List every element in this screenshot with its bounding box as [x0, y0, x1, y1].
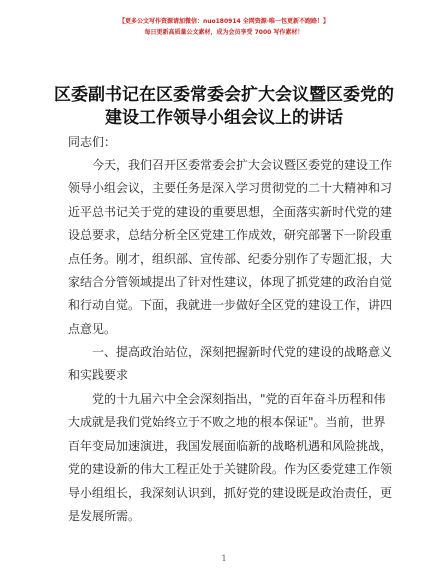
paragraph-line: 点意见。: [68, 321, 117, 336]
paragraph-line: 大成就是我们党始终立于不败之地的根本保证"。当前，世界: [68, 415, 386, 430]
section-heading-1: [68, 341, 393, 388]
section-heading-line: 和实践要求: [68, 368, 129, 383]
document-title-line-2: 建设工作领导小组会议上的讲话: [105, 108, 343, 128]
paragraph-1: [68, 154, 393, 341]
paragraph-line: 今天，我们召开区委常委会扩大会议暨区委党的建设工作: [92, 158, 393, 172]
paragraph-line: 点任务。刚才，组织部、宣传部、纪委分别作了专题汇报，大: [68, 251, 393, 266]
paragraph-line: 和行动自觉。下面，我就进一步做好全区党的建设工作，讲四: [68, 298, 393, 313]
paragraph-2: [68, 388, 393, 528]
promo-banner-line-1: 【更多公文写作资源请加微信：nuo180914 全网资源·唯一包更新不跑路！】: [118, 18, 330, 25]
salutation: [68, 131, 388, 154]
section-heading-line: 一、提高政治站位，深刻把握新时代党的建设的战略意义: [92, 345, 393, 359]
paragraph-line: 党的十九届六中全会深刻指出，"党的百年奋斗历程和伟: [92, 392, 386, 406]
paragraph-line: 设总要求，总结分析全区党建工作成效，研究部署下一阶段重: [68, 228, 393, 243]
paragraph-line: 家结合分管领域提出了针对性建议，体现了抓党建的政治自觉: [68, 274, 393, 289]
paragraph-line: 是发展所需。: [68, 508, 141, 523]
paragraph-line: 党的建设新的伟大工程正处于关键阶段。作为区委党建工作领: [68, 462, 393, 477]
paragraph-line: 导小组组长，我深刻认识到，抓好党的建设既是政治责任，更: [68, 485, 393, 500]
salutation-text: 同志们：: [68, 135, 117, 149]
paragraph-line: 领导小组会议，主要任务是深入学习贯彻党的二十大精神和习: [68, 181, 393, 196]
page-number: 1: [221, 554, 227, 563]
document-title-line-1: 区委副书记在区委常委会扩大会议暨区委党的: [54, 85, 394, 105]
promo-banner-line-2: 每日更新高质量公文素材，成为会员享受 7000 写作素材！: [144, 29, 304, 36]
paragraph-line: 百年变局加速演进，我国发展面临新的战略机遇和风险挑战，: [68, 438, 393, 453]
paragraph-line: 近平总书记关于党的建设的重要思想，全面落实新时代党的建: [68, 204, 393, 219]
